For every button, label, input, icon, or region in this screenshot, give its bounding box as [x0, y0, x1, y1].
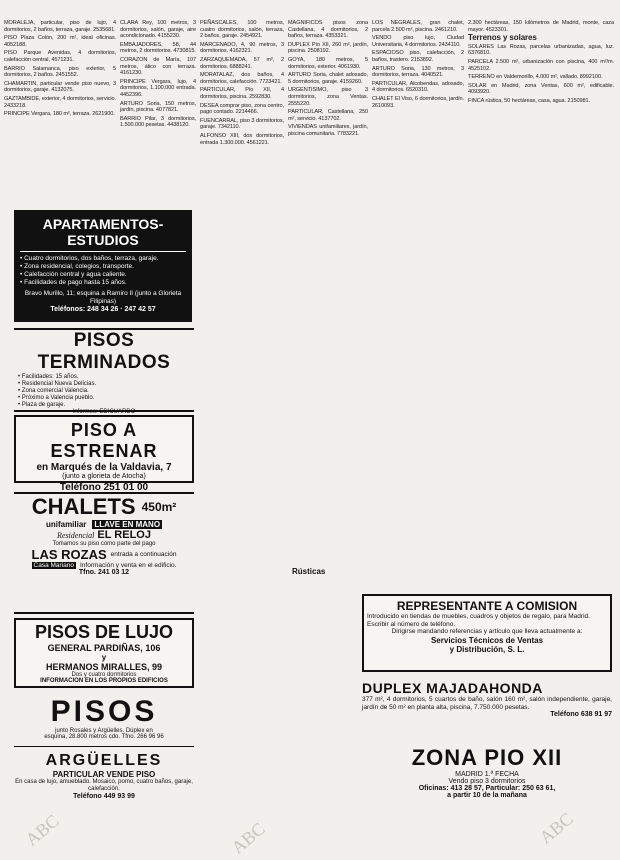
classified-item: CHAMARTIN, particular vende piso nuevo, 3 dormitorios, garaje. 4132075. [4, 80, 116, 94]
classified-item: ESPACIOSO piso, calefacción, 2 baños, trastero. 2153892. [372, 50, 464, 63]
ad-line: Oficinas: 413 28 57, Particular: 250 63 61, [418, 785, 556, 792]
classified-item: GAZTAMBIDE, exterior, 4 dormitorios, servicio. 2433218. [4, 95, 116, 109]
ad-line: unifamiliar [45, 520, 87, 529]
classified-item: PRINCIPE Vergara, 180 m², terraza. 2621900. [4, 111, 115, 118]
list-item: • Próximo a Valencia pueblo. [18, 395, 95, 401]
classified-item: BARRIO Salamanca, piso exterior, 5 dormitorios, 2 baños. 2451552. [4, 65, 116, 79]
ad-title: APARTAMENTOS-ESTUDIOS [20, 216, 186, 252]
list-item: • Cuatro dormitorios, dos baños, terraza, garaje. [20, 255, 159, 262]
ad-address: Bravo Murillo, 11; esquina a Ramiro II (junto a Glorieta Filipinas) [24, 290, 182, 305]
ad-brand-prefix: Residencial [57, 531, 95, 540]
ad-title: PISOS [50, 695, 158, 728]
ad-conjunction: y [101, 653, 107, 662]
watermark-logo: ABC [535, 808, 577, 848]
classified-item: 2.300 hectáreas, 150 kilómetros de Madrid, monte, caza mayor. 4523301. [468, 20, 614, 33]
classified-item: ARTURO Soria, chalet adosado, 5 dormitorios, garaje. 4159260. [288, 72, 368, 85]
ad-number: 99 [152, 662, 163, 672]
ad-phone: Teléfono 251 01 00 [59, 482, 149, 493]
classifieds-column-4 [288, 20, 368, 580]
ad-number: 106 [145, 643, 161, 653]
classified-item: ARTURO Soria, 130 metros, 3 dormitorios, terraza. 4040521. [372, 65, 464, 79]
list-item: • Zona residencial, colegios, transporte. [20, 263, 134, 270]
list-item: • Plaza de garaje. [18, 402, 66, 408]
classified-item: CLARA Rey, 100 metros, 3 dormitorios, salón, garaje, aire acondicionado. 4155230. [120, 20, 196, 40]
classifieds-column-6 [468, 20, 614, 560]
list-item: • Facilidades de pago hasta 15 años. [20, 279, 127, 286]
ad-chalets [14, 492, 194, 614]
classified-item: DUPLEX Pío XII, 260 m², jardín, piscina. 2508192. [288, 41, 368, 55]
classified-item: PRINCIPE Vergara, lujo, 4 dormitorios, 1.100.000 entrada. 4452396. [120, 78, 196, 98]
ad-note: Tomamos su piso como parte del pago [52, 541, 156, 547]
ad-zona-pio-xii [362, 745, 612, 815]
ad-title: PISOS DE LUJO [34, 622, 174, 642]
ad-size: 450m² [141, 500, 177, 514]
classified-item: GOYA, 180 metros, 5 dormitorios, exterior. 4061930. [288, 56, 368, 70]
ad-arguelles [14, 752, 194, 807]
ad-duplex [362, 680, 612, 738]
section-header-terrenos: Terrenos y solares [468, 33, 537, 43]
classified-item: BARRIO Pilar, 3 dormitorios, 1.500.000 pesetas. 4438120. [120, 115, 196, 129]
classified-item: MARCENADO, 4, 90 metros, 3 dormitorios. 4162321. [200, 41, 284, 55]
section-header-rusticas: Rústicas [292, 567, 326, 576]
classified-item: VIVIENDAS unifamiliares, jardín, piscina comunitaria. 7783221. [288, 124, 368, 137]
classified-item: PARTICULAR, Castellana, 250 m², servicio. 4137702. [288, 109, 368, 122]
ad-line: en Marqués de la Valdavia, 7 [36, 462, 172, 473]
ad-pisos-de-lujo [14, 618, 194, 688]
classified-item: ARTURO Soria, 150 metros, jardín, piscina. 4077821. [120, 100, 196, 114]
classified-item: SOLAR en Madrid, zona Ventas, 600 m², edificable. 4093920. [468, 82, 614, 96]
list-item: • Zona comercial Valencia. [18, 388, 89, 394]
classified-item: PARTICULAR, Alcobendas, adosado, 4 dormitorios. 6520310. [372, 80, 464, 94]
classified-item: FUENCARRAL, piso 3 dormitorios, garaje. 7342110. [200, 117, 284, 131]
classified-item: URGENTISIMO, piso 3 dormitorios, zona Ventas. 2555220. [288, 87, 368, 107]
ad-title: DUPLEX MAJADAHONDA [362, 680, 543, 696]
ad-info: Informes: EDICUARDO [72, 409, 136, 415]
classified-item: FINCA rústica, 50 hectáreas, casa, agua. 2150981. [468, 97, 590, 104]
ad-phone: Teléfono 449 93 99 [73, 793, 135, 800]
ad-line: a partir 10 de la mañana [447, 792, 527, 799]
ad-title: ARGÜELLES [45, 752, 163, 769]
classified-item: ZARZAQUEMADA, 57 m², 2 dormitorios. 6888241. [200, 56, 284, 70]
watermark-logo: ABC [227, 818, 269, 858]
ad-title: REPRESENTANTE A COMISION [396, 599, 578, 613]
ad-apartamentos-estudios [14, 210, 192, 322]
ad-phone: Teléfonos: 248 34 26 · 247 42 57 [50, 306, 156, 313]
classified-item: DESEA comprar piso, zona centro, pago contado. 2214466. [200, 102, 284, 116]
ad-address: GENERAL PARDIÑAS, [47, 643, 143, 653]
ad-title: PISO A ESTRENAR [50, 420, 158, 461]
ad-body: 377 m², 4 dormitorios, 5 cuartos de baño, salón 160 m², salón independiente, garaje, jardín de 50 m² en planta alta, piscina, 7.750.000 pesetas. [362, 696, 612, 711]
watermark-logo: ABC [21, 810, 63, 850]
ad-line: junto Rosales y Argüelles. Dúplex en [55, 728, 153, 734]
classifieds-column-3 [200, 20, 284, 840]
ad-sub: PARTICULAR VENDE PISO [52, 770, 156, 779]
classified-item: CORAZON de María, 107 metros, ático con terraza. 4161230. [120, 56, 196, 77]
ad-line: (junto a glorieta de Atocha) [62, 473, 146, 480]
ad-place: Casa Mariano [33, 562, 74, 569]
ad-company: Servicios Técnicos de Ventas [430, 635, 544, 645]
classified-item: MORALEJA, particular, piso de lujo, 4 dormitorios, 2 baños, terraza, garaje. 2535681. [4, 20, 116, 33]
classified-item: MORATALAZ, dos baños, 4 dormitorios, calefacción. 7723421. [200, 72, 284, 85]
classified-item: CHALET El Viso, 6 dormitorios, jardín. 2610093. [372, 95, 464, 109]
list-item: • Calefacción central y agua caliente. [20, 271, 127, 278]
ad-list [20, 252, 186, 287]
ad-place: LAS ROZAS [31, 547, 107, 562]
ad-brand: EL RELOJ [97, 529, 151, 541]
ad-note: Información y venta en el edificio. [80, 562, 177, 569]
classifieds-column-5 [372, 20, 464, 560]
ad-line: MADRID 1.ª FECHA [455, 771, 519, 778]
classified-item: PARCELA 2.500 m², urbanización con piscina, 400 m²/m. 4525102. [468, 58, 614, 72]
classified-item: LOS NEGRALES, gran chalet, parcela 2.500 m², piscina. 2461210. [372, 20, 464, 33]
ad-line: esquina, 28.800 metros cdo. Tfno. 266 96 96 [44, 734, 164, 740]
classified-item: VENDO piso lujo, Ciudad Universitaria, 4 dormitorios. 2434110. [372, 35, 464, 48]
classified-item: PISO Parque Avenidas, 4 dormitorios, calefacción central, 4571231. [4, 50, 116, 63]
ad-note: Dirigirse mandando referencias y artículo que lleva actualmente a: [391, 628, 583, 635]
classified-item: PARTICULAR, Pío XII, 4 dormitorios, piscina. 2592830. [200, 87, 284, 100]
ad-line: LLAVE EN MANO [94, 520, 161, 529]
ad-note: entrada a continuación [110, 551, 177, 558]
classified-item: TERRENO en Valdemorillo, 4.000 m², vallado. 8992100. [468, 74, 603, 81]
list-item: • Residencial Nueva Delicias. [18, 381, 97, 387]
classifieds-column-2 [120, 20, 196, 205]
ad-list [18, 374, 194, 409]
classified-item: EMBAJADORES, 58, 44 metros, 2 dormitorios. 4730815. [120, 41, 196, 55]
ad-phone: Tfno. 241 03 12 [78, 569, 130, 576]
ad-piso-estrenar [14, 415, 194, 493]
ad-title: PISOS TERMINADOS [37, 330, 171, 373]
classified-item: MAGNIFICOS pisos zona Castellana, 4 dormitorios, 2 baños, terraza. 4353321. [288, 20, 368, 40]
classified-item: PEÑASCALES, 100 metros, cuatro dormitorios, salón, terraza, 2 baños, garaje. 2454921. [200, 20, 284, 40]
ad-pisos [14, 696, 194, 747]
ad-phone: Teléfono 638 91 97 [550, 711, 612, 718]
ad-line: INFORMACION EN LOS PROPIOS EDIFICIOS [40, 678, 168, 684]
classified-item: SOLARES Las Rozas, parcelas urbanizadas, agua, luz. 6376810. [468, 43, 614, 57]
ad-company: y Distribución, S. L. [449, 644, 525, 654]
classifieds-column-1 [4, 20, 116, 205]
ad-body: En casa de lujo, amueblado. Mosaico, pomo, cuatro baños, garaje, calefacción. [15, 779, 193, 792]
ad-title: CHALETS [31, 494, 136, 519]
ad-line: Dos y cuatro dormitorios [71, 672, 137, 678]
ad-title: ZONA PIO XII [411, 745, 563, 770]
classified-item: ALFONSO XIII, dos dormitorios, entrada 1.300.000. 4561221. [200, 132, 284, 146]
list-item: • Facilidades: 15 años. [18, 374, 79, 380]
ad-address: HERMANOS MIRALLES, [45, 662, 150, 672]
ad-line: Vendo piso 3 dormitorios [448, 778, 526, 785]
classified-item: PISO Plaza Colón, 200 m², ideal oficinas. 4052188. [4, 35, 116, 48]
ad-pisos-terminados [14, 328, 194, 415]
ad-body: Introducido en tiendas de muebles, cuadros y objetos de regalo, para Madrid. Escribir al número de teléfono. [367, 613, 590, 628]
ad-representante-comision [362, 594, 612, 672]
